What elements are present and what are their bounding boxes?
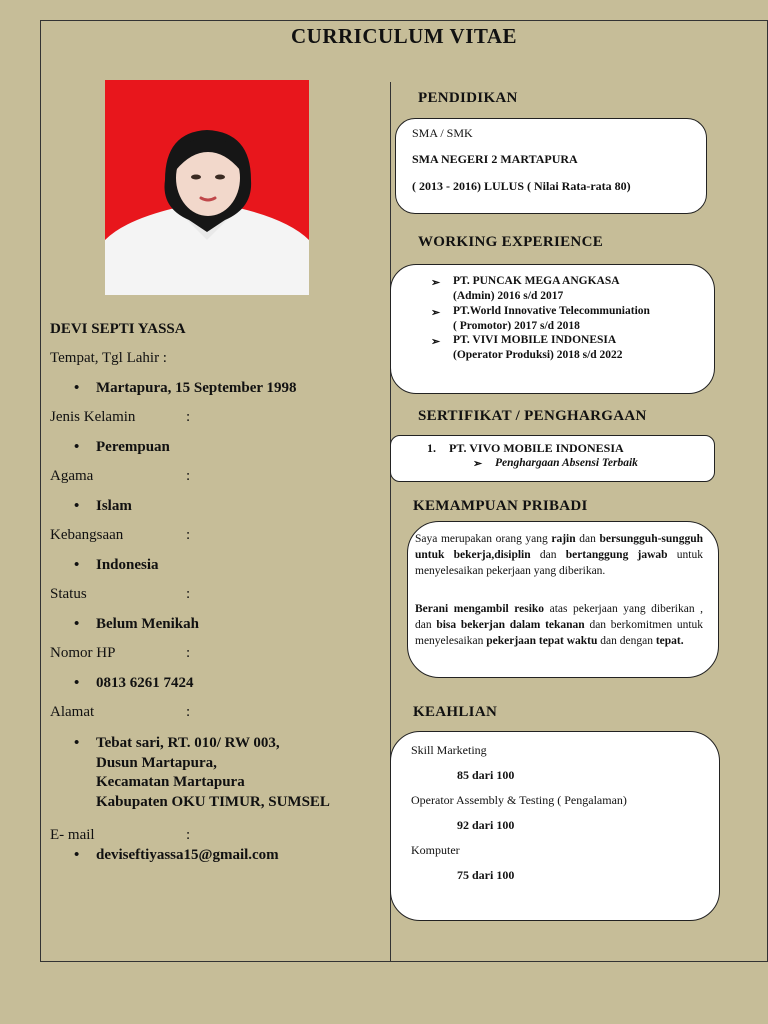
education-box [395,118,707,214]
certificate-number: 1. [427,441,436,455]
experience-item [453,274,620,304]
emphasis-text: pekerjaan tepat waktu [486,635,598,647]
certificate-company: PT. VIVO MOBILE INDONESIA [449,441,624,455]
value-religion: • Islam [96,498,132,515]
body-text: atas pekerjaan yang diberikan , dan [415,603,703,631]
skill-score: 75 dari 100 [457,868,515,882]
emphasis-text: rajin [551,533,576,545]
address-line: Kabupaten OKU TIMUR, SUMSEL [96,793,330,810]
heading-kemampuan: KEMAMPUAN PRIBADI [413,498,588,514]
colon-status: : [186,586,191,602]
skill-name: Komputer [411,843,460,857]
address-line: • Tebat sari, RT. 010/ RW 003, [96,735,280,751]
certificate-award: Penghargaan Absensi Terbaik [495,457,638,469]
label-status: Status [50,586,87,602]
experience-item [453,304,650,334]
arrow-bullet-icon: ➢ [431,336,441,348]
value-nationality: • Indonesia [96,557,159,574]
body-text: Saya merupakan orang yang [415,533,552,545]
experience-role: ( Promotor) 2017 s/d 2018 [453,320,580,332]
value-gender: • Perempuan [96,439,170,456]
ability-paragraph-2 [415,601,703,649]
body-text: dan [530,549,566,561]
colon-phone: : [186,645,191,661]
profile-photo [105,80,309,295]
body-text: dan berkomitmen untuk menyelesaikan [415,619,704,647]
skill-name: Skill Marketing [411,743,487,757]
colon-address: : [186,704,191,720]
colon-gender: : [186,409,191,425]
education-school: SMA NEGERI 2 MARTAPURA [412,152,578,166]
label-address: Alamat [50,704,95,720]
experience-box [390,264,715,394]
education-period: ( 2013 - 2016) LULUS ( Nilai Rata-rata 80) [412,179,631,193]
colon-nationality: : [186,527,191,543]
label-phone: Nomor HP [50,645,116,661]
experience-company: PT.World Innovative Telecommuniation [453,305,650,317]
certificate-box [390,435,715,482]
body-text: dan [575,533,600,545]
heading-pendidikan: PENDIDIKAN [418,90,518,106]
label-nationality: Kebangsaan [50,527,124,543]
value-address [96,734,330,812]
ability-paragraph-1 [415,531,703,579]
address-line: Kecamatan Martapura [96,774,245,790]
emphasis-text: tepat. [655,635,684,647]
label-birth: Tempat, Tgl Lahir : [50,350,167,366]
value-status: • Belum Menikah [96,616,199,633]
body-text: untuk menyelesaikan pekerjaan yang diberikan. [415,549,703,577]
value-phone: • 0813 6261 7424 [96,675,194,692]
emphasis-text: bisa bekerjan dalam tekanan [436,619,585,631]
colon-email: : [186,827,191,843]
document-title: CURRICULUM VITAE [291,24,517,48]
personal-ability-box [407,521,719,678]
experience-role: (Operator Produksi) 2018 s/d 2022 [453,349,623,361]
arrow-bullet-icon: ➢ [473,458,483,470]
emphasis-text: bertanggung jawab [565,549,668,561]
value-birth: • Martapura, 15 September 1998 [96,380,297,397]
heading-sertifikat: SERTIFIKAT / PENGHARGAAN [418,408,647,424]
emphasis-text: bersungguh-sungguh untuk bekerja,disiplin [415,533,703,561]
person-name: DEVI SEPTI YASSA [50,321,186,337]
colon-religion: : [186,468,191,484]
label-gender: Jenis Kelamin [50,409,136,425]
emphasis-text: Berani mengambil resiko [415,603,545,615]
heading-keahlian: KEAHLIAN [413,704,498,720]
experience-company: PT. VIVI MOBILE INDONESIA [453,334,617,346]
body-text: dan dengan [597,635,656,647]
label-religion: Agama [50,468,94,484]
label-email: E- mail [50,827,95,843]
arrow-bullet-icon: ➢ [431,277,441,289]
arrow-bullet-icon: ➢ [431,307,441,319]
skill-score: 92 dari 100 [457,818,515,832]
heading-experience: WORKING EXPERIENCE [418,234,604,250]
experience-item [453,333,623,363]
skill-score: 85 dari 100 [457,768,515,782]
experience-company: PT. PUNCAK MEGA ANGKASA [453,275,620,287]
experience-role: (Admin) 2016 s/d 2017 [453,290,564,302]
skill-name: Operator Assembly & Testing ( Pengalaman) [411,793,627,807]
skills-box [390,731,720,921]
address-line: Dusun Martapura, [96,754,217,771]
value-email: • deviseftiyassa15@gmail.com [96,847,279,864]
education-level: SMA / SMK [412,126,473,140]
